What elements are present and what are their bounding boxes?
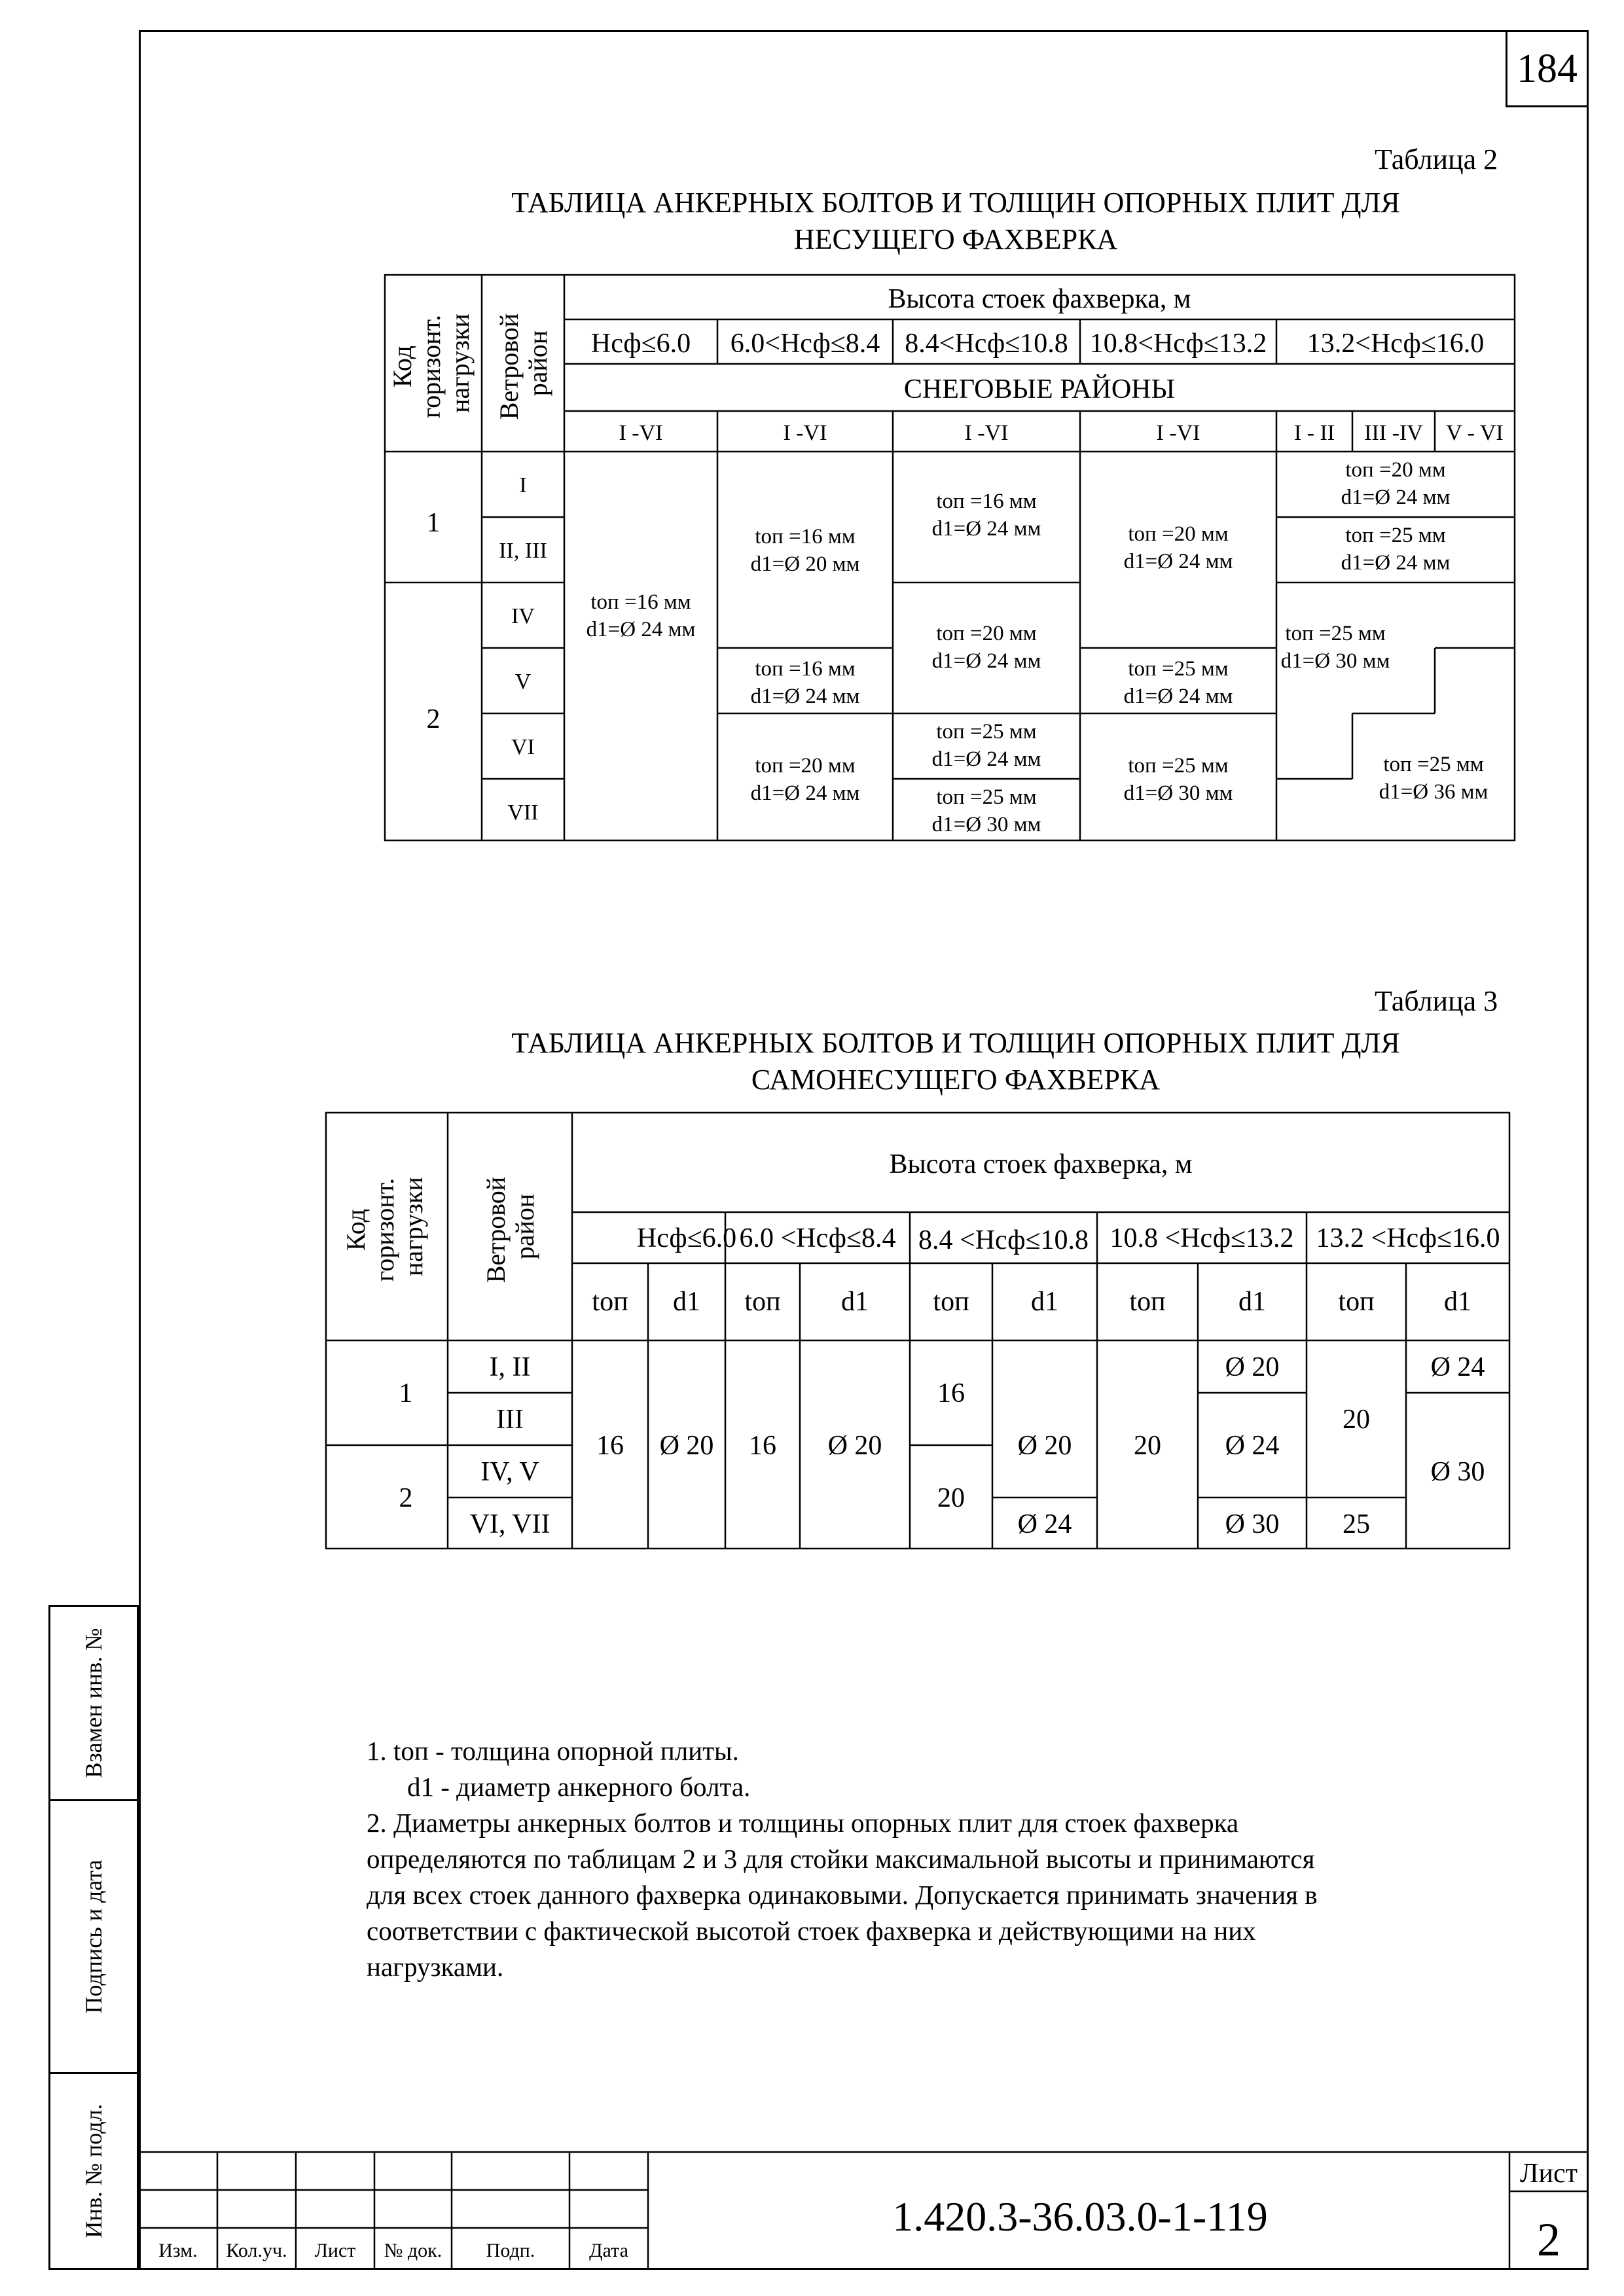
table3-height-header: Высота стоек фахверка, м xyxy=(889,1149,1193,1179)
table3-value: 16 xyxy=(749,1431,776,1461)
table3-wind: VI, VII xyxy=(469,1509,550,1539)
table2-wind: II, III xyxy=(499,539,547,563)
table2-snow: I -VI xyxy=(1156,421,1200,445)
table2-load-code: 1 xyxy=(426,508,441,538)
table2-load-code: 2 xyxy=(426,704,441,734)
table3-wind: IV, V xyxy=(480,1457,539,1487)
table3-value: Ø 30 xyxy=(1225,1509,1280,1539)
table2-snow: III -IV xyxy=(1364,421,1423,445)
table2-cell: tоп =25 мм d1=Ø 30 мм xyxy=(931,785,1041,836)
table2-cell: tоп =20 мм d1=Ø 24 мм xyxy=(750,754,860,805)
table3-sub: d1 xyxy=(673,1287,700,1317)
table2-cell: tоп =16 мм d1=Ø 24 мм xyxy=(586,590,696,641)
table2-wind: I xyxy=(519,473,527,497)
tb-header: Кол.уч. xyxy=(226,2240,287,2261)
table2-range: 13.2<Hсф≤16.0 xyxy=(1307,329,1485,359)
table3-value: 20 xyxy=(1134,1431,1161,1461)
table2-title-line1: ТАБЛИЦА АНКЕРНЫХ БОЛТОВ И ТОЛЩИН ОПОРНЫХ ПЛИТ ДЛЯ xyxy=(511,187,1400,219)
table3-value: Ø 24 xyxy=(1017,1509,1072,1539)
table3-value: 16 xyxy=(937,1378,965,1408)
table3-title-line2: САМОНЕСУЩЕГО ФАХВЕРКА xyxy=(751,1064,1161,1096)
table3-col-code: Код горизонт. нагрузки xyxy=(341,1177,428,1282)
table3-range: 6.0 <Hсф≤8.4 xyxy=(739,1223,896,1253)
note-line: d1 - диаметр анкерного болта. xyxy=(407,1772,751,1802)
table2-snow: I -VI xyxy=(964,421,1009,445)
tb-header: № док. xyxy=(384,2240,442,2261)
table2-wind: VI xyxy=(511,735,535,759)
table2-snow: V - VI xyxy=(1446,421,1504,445)
table2-title-line2: НЕСУЩЕГО ФАХВЕРКА xyxy=(793,223,1118,255)
table2-snow: I -VI xyxy=(619,421,663,445)
table2-cell: tоп =25 мм d1=Ø 30 мм xyxy=(1123,754,1233,805)
table2-cell: tоп =20 мм d1=Ø 24 мм xyxy=(931,622,1041,673)
table3-wind: III xyxy=(496,1405,524,1435)
note-line: для всех стоек данного фахверка одинаковыми. Допускается принимать значения в xyxy=(367,1880,1318,1910)
table2-snow: I -VI xyxy=(783,421,827,445)
table3-value: 20 xyxy=(1343,1405,1370,1435)
table2-cell: tоп =25 мм d1=Ø 36 мм xyxy=(1379,753,1489,804)
table3-caption: Таблица 3 xyxy=(1375,985,1498,1017)
table2-range: 10.8<Hсф≤13.2 xyxy=(1089,329,1267,359)
table3-title-line1: ТАБЛИЦА АНКЕРНЫХ БОЛТОВ И ТОЛЩИН ОПОРНЫХ ПЛИТ ДЛЯ xyxy=(511,1027,1400,1059)
table2-height-header: Высота стоек фахверка, м xyxy=(888,284,1191,314)
tb-header: Подп. xyxy=(486,2240,535,2261)
table3-sub: tоп xyxy=(744,1287,781,1317)
table2-cell: tоп =16 мм d1=Ø 20 мм xyxy=(750,525,860,576)
page-number: 184 xyxy=(1506,30,1589,107)
table3-range: 10.8 <Hсф≤13.2 xyxy=(1110,1223,1294,1253)
table2-cell: tоп =25 мм d1=Ø 24 мм xyxy=(1123,657,1233,708)
table2-col-code: Код горизонт. нагрузки xyxy=(388,314,475,419)
table3-value: 20 xyxy=(937,1483,965,1513)
table3-range: 8.4 <Hсф≤10.8 xyxy=(918,1225,1089,1255)
table3-load-code: 1 xyxy=(399,1378,413,1408)
table2-range: 6.0<Hсф≤8.4 xyxy=(730,329,880,359)
table3-value: Ø 24 xyxy=(1225,1431,1280,1461)
table3-sub: tоп xyxy=(933,1287,969,1317)
tb-header: Лист xyxy=(314,2240,356,2261)
table3-sub: tоп xyxy=(1129,1287,1166,1317)
table3-sub: d1 xyxy=(1238,1287,1266,1317)
stamp-label: Подпись и дата xyxy=(81,1859,107,2014)
table2-snow: I - II xyxy=(1293,421,1335,445)
sheet-number: 2 xyxy=(1537,2214,1561,2266)
stamp-label: Взамен инв. № xyxy=(81,1628,107,1778)
table3-sub: d1 xyxy=(1444,1287,1471,1317)
note-line: соответствии с фактической высотой стоек фахверка и действующими на них xyxy=(367,1916,1256,1946)
table3-sub: tоп xyxy=(592,1287,628,1317)
table3-range: Hсф≤6.0 xyxy=(636,1223,737,1253)
table3-value: Ø 20 xyxy=(659,1431,714,1461)
table3-value: Ø 30 xyxy=(1430,1457,1485,1487)
table2-wind: V xyxy=(514,670,532,694)
document-code: 1.420.3-36.03.0-1-119 xyxy=(892,2193,1268,2240)
note-line: нагрузками. xyxy=(367,1952,504,1982)
table3-value: 25 xyxy=(1343,1509,1370,1539)
table3-title xyxy=(393,1025,1519,1098)
table3-value: Ø 24 xyxy=(1430,1352,1485,1382)
table2-caption: Таблица 2 xyxy=(1375,143,1498,175)
table2-cell: tоп =20 мм d1=Ø 24 мм xyxy=(1341,458,1451,509)
table3-value: Ø 20 xyxy=(827,1431,882,1461)
table2-range: Hсф≤6.0 xyxy=(590,329,691,359)
table2-cell: tоп =16 мм d1=Ø 24 мм xyxy=(750,657,860,708)
table2-range: 8.4<Hсф≤10.8 xyxy=(905,329,1068,359)
stamp-label: Инв. № подл. xyxy=(81,2104,107,2238)
sheet-label: Лист xyxy=(1520,2159,1578,2189)
table2-cell: tоп =16 мм d1=Ø 24 мм xyxy=(931,490,1041,541)
table3-range: 13.2 <Hсф≤16.0 xyxy=(1316,1223,1500,1253)
notes xyxy=(367,1733,1512,1985)
table2-cell: tоп =20 мм d1=Ø 24 мм xyxy=(1123,522,1233,573)
note-line: 1. tоп - толщина опорной плиты. xyxy=(367,1736,739,1766)
table3-load-code: 2 xyxy=(399,1483,413,1513)
table3-value: Ø 20 xyxy=(1225,1352,1280,1382)
tb-header: Изм. xyxy=(158,2240,198,2261)
note-line: определяются по таблицам 2 и 3 для стойки максимальной высоты и принимаются xyxy=(367,1844,1315,1874)
table2-snow-header: СНЕГОВЫЕ РАЙОНЫ xyxy=(903,374,1176,404)
table3-col-wind: Ветровой район xyxy=(481,1176,539,1283)
table3-sub: tоп xyxy=(1338,1287,1375,1317)
note-line: 2. Диаметры анкерных болтов и толщины опорных плит для стоек фахверка xyxy=(367,1808,1239,1838)
table3-value: Ø 20 xyxy=(1017,1431,1072,1461)
table2-wind: VII xyxy=(507,800,539,825)
table2-cell: tоп =25 мм d1=Ø 24 мм xyxy=(1341,524,1451,575)
table3-wind: I, II xyxy=(489,1352,531,1382)
table2-cell: tоп =25 мм d1=Ø 24 мм xyxy=(931,720,1041,771)
table2-cell: tоп =25 мм d1=Ø 30 мм xyxy=(1280,622,1390,673)
table2-col-wind: Ветровой район xyxy=(494,313,552,420)
table2-wind: IV xyxy=(511,604,535,628)
table3-value: 16 xyxy=(596,1431,624,1461)
table3-sub: d1 xyxy=(1031,1287,1058,1317)
table3-sub: d1 xyxy=(841,1287,869,1317)
tb-header: Дата xyxy=(589,2240,628,2261)
